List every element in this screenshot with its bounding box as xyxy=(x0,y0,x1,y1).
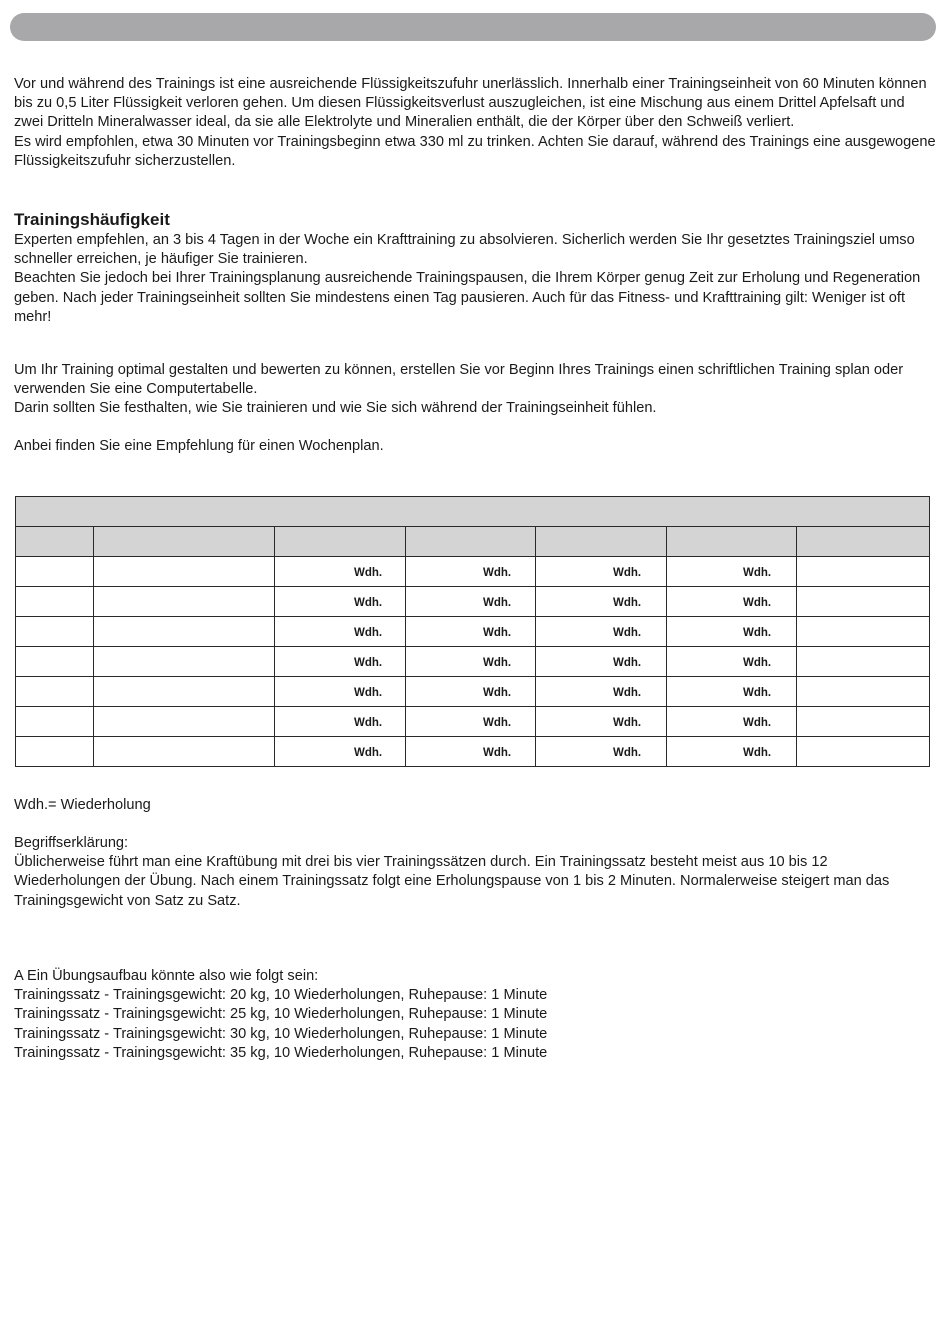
table-cell xyxy=(275,587,406,617)
rep-label: Wdh. xyxy=(483,747,512,759)
header-cell xyxy=(406,527,536,557)
rep-label: Wdh. xyxy=(483,657,512,669)
table-cell xyxy=(406,587,536,617)
table-cell xyxy=(797,647,930,677)
rep-label: Wdh. xyxy=(613,567,642,579)
table-row xyxy=(16,557,930,587)
table-row xyxy=(16,707,930,737)
rep-label: Wdh. xyxy=(743,597,772,609)
header-cell xyxy=(94,527,275,557)
glossary-text: Üblicherweise führt man eine Kraftübung mit drei bis vier Trainingssätzen durch. Ein Trainingssatz besteht meist aus 10 bis 12 Wiederholungen der Übung. Nach einem Trainingssatz folgt eine Erholungspause von 1 bis 2 Minuten. Normalerweise steigert man das Trainingsgewicht von Satz zu Satz. xyxy=(14,854,890,909)
table-cell xyxy=(797,707,930,737)
table-cell xyxy=(94,737,275,767)
table-cell xyxy=(94,707,275,737)
table-cell xyxy=(275,707,406,737)
table-cell xyxy=(797,617,930,647)
table-cell xyxy=(797,737,930,767)
table-row xyxy=(16,647,930,677)
table-row xyxy=(16,617,930,647)
plan-section xyxy=(14,361,936,419)
table-cell xyxy=(406,707,536,737)
frequency-paragraph-1: Experten empfehlen, an 3 bis 4 Tagen in der Woche ein Krafttraining zu absolvieren. Sicherlich werden Sie Ihr gesetztes Trainingsziel umso schneller erreichen, je häufiger Sie trainieren. xyxy=(14,232,915,268)
table-cell xyxy=(667,707,797,737)
intro-paragraph-2: Es wird empfohlen, etwa 30 Minuten vor Trainingsbeginn etwa 330 ml zu trinken. Achten Sie darauf, während des Trainings eine ausgewogene Flüssigkeitszufuhr sicherzustellen. xyxy=(14,133,936,169)
table-cell xyxy=(16,737,94,767)
rep-label: Wdh. xyxy=(613,747,642,759)
table-cell xyxy=(536,587,667,617)
header-cell xyxy=(797,527,930,557)
example-line-3: Trainingssatz - Trainingsgewicht: 30 kg, 10 Wiederholungen, Ruhepause: 1 Minute xyxy=(14,1025,548,1042)
abbreviation-note: Wdh.= Wiederholung xyxy=(14,797,151,813)
example-line-1: Trainingssatz - Trainingsgewicht: 20 kg, 10 Wiederholungen, Ruhepause: 1 Minute xyxy=(14,987,548,1004)
table-cell xyxy=(536,647,667,677)
table-cell xyxy=(797,587,930,617)
table-cell xyxy=(16,647,94,677)
example-line-4: Trainingssatz - Trainingsgewicht: 35 kg, 10 Wiederholungen, Ruhepause: 1 Minute xyxy=(14,1044,548,1061)
rep-label: Wdh. xyxy=(354,687,383,699)
rep-label: Wdh. xyxy=(483,597,512,609)
table-cell xyxy=(275,617,406,647)
header-cell xyxy=(536,527,667,557)
table-cell xyxy=(94,677,275,707)
table-title-cell xyxy=(16,497,930,527)
table-cell xyxy=(797,677,930,707)
rep-label: Wdh. xyxy=(613,717,642,729)
table-cell xyxy=(536,617,667,647)
rep-label: Wdh. xyxy=(483,567,512,579)
table-cell xyxy=(797,557,930,587)
rep-label: Wdh. xyxy=(613,657,642,669)
table-cell xyxy=(406,617,536,647)
table-cell xyxy=(16,587,94,617)
table-cell xyxy=(667,617,797,647)
rep-label: Wdh. xyxy=(483,687,512,699)
header-bar xyxy=(10,13,936,41)
rep-label: Wdh. xyxy=(613,597,642,609)
rep-label: Wdh. xyxy=(483,717,512,729)
table-cell xyxy=(16,707,94,737)
table-cell xyxy=(406,737,536,767)
intro-paragraph-1: Vor und während des Trainings ist eine ausreichende Flüssigkeitszufuhr unerlässlich. Innerhalb einer Trainingseinheit von 60 Minuten können bis zu 0,5 Liter Flüssigkeit verloren gehen. Um diesen Flüssigkeitsverlust auszugleichen, ist eine Mischung aus einem Drittel Apfelsaft und zwei Dritteln Mineralwasser ideal, da sie alle Elektrolyte und Mineralien enthält, die der Körper über den Schweiß verliert. xyxy=(14,76,927,131)
table-cell xyxy=(94,617,275,647)
rep-label: Wdh. xyxy=(613,687,642,699)
example-intro: A Ein Übungsaufbau könnte also wie folgt sein: xyxy=(14,968,319,984)
plan-paragraph-1: Um Ihr Training optimal gestalten und bewerten zu können, erstellen Sie vor Beginn Ihres Trainings einen schriftlichen Training splan oder verwenden Sie eine Computertabelle. xyxy=(14,362,904,398)
table-cell xyxy=(406,557,536,587)
frequency-section xyxy=(14,231,936,327)
table-cell xyxy=(536,737,667,767)
table-cell xyxy=(667,647,797,677)
table-title-row xyxy=(16,497,930,527)
glossary-section xyxy=(14,834,936,911)
header-cell xyxy=(667,527,797,557)
table-cell xyxy=(406,647,536,677)
table-cell xyxy=(536,677,667,707)
rep-label: Wdh. xyxy=(354,657,383,669)
rep-label: Wdh. xyxy=(354,747,383,759)
rep-label: Wdh. xyxy=(613,627,642,639)
table-cell xyxy=(94,587,275,617)
glossary-title: Begriffserklärung: xyxy=(14,835,129,851)
table-cell xyxy=(16,617,94,647)
table-cell xyxy=(667,677,797,707)
frequency-paragraph-2: Beachten Sie jedoch bei Ihrer Trainingsplanung ausreichende Trainingspausen, die Ihrem Körper genug Zeit zur Erholung und Regeneration geben. Nach jeder Trainingseinheit sollten Sie mindestens einen Tag pausieren. Auch für das Fitness- und Krafttraining gilt: Weniger ist oft mehr! xyxy=(14,270,921,325)
plan-paragraph-2: Darin sollten Sie festhalten, wie Sie trainieren und wie Sie sich während der Trainingseinheit fühlen. xyxy=(14,400,657,417)
example-section xyxy=(14,967,936,1063)
table-cell xyxy=(667,557,797,587)
table-cell xyxy=(94,647,275,677)
table-row xyxy=(16,737,930,767)
table-cell xyxy=(275,677,406,707)
table-cell xyxy=(275,737,406,767)
table-cell xyxy=(667,737,797,767)
table-cell xyxy=(536,557,667,587)
weekly-plan-table xyxy=(15,496,930,767)
table-cell xyxy=(16,557,94,587)
rep-label: Wdh. xyxy=(354,717,383,729)
rep-label: Wdh. xyxy=(743,747,772,759)
recommend-text: Anbei finden Sie eine Empfehlung für einen Wochenplan. xyxy=(14,438,384,454)
rep-label: Wdh. xyxy=(743,627,772,639)
table-cell xyxy=(667,587,797,617)
rep-label: Wdh. xyxy=(354,567,383,579)
header-cell xyxy=(275,527,406,557)
frequency-heading: Trainingshäufigkeit xyxy=(14,210,170,229)
table-row xyxy=(16,677,930,707)
rep-label: Wdh. xyxy=(743,717,772,729)
rep-label: Wdh. xyxy=(743,687,772,699)
table-row xyxy=(16,587,930,617)
table-cell xyxy=(275,557,406,587)
header-cell xyxy=(16,527,94,557)
example-line-2: Trainingssatz - Trainingsgewicht: 25 kg, 10 Wiederholungen, Ruhepause: 1 Minute xyxy=(14,1006,548,1023)
intro-section xyxy=(14,75,936,171)
table-cell xyxy=(406,677,536,707)
rep-label: Wdh. xyxy=(354,627,383,639)
rep-label: Wdh. xyxy=(743,657,772,669)
rep-label: Wdh. xyxy=(354,597,383,609)
table-cell xyxy=(275,647,406,677)
table-cell xyxy=(536,707,667,737)
rep-label: Wdh. xyxy=(483,627,512,639)
rep-label: Wdh. xyxy=(743,567,772,579)
table-cell xyxy=(16,677,94,707)
table-cell xyxy=(94,557,275,587)
table-header-row xyxy=(16,527,930,557)
